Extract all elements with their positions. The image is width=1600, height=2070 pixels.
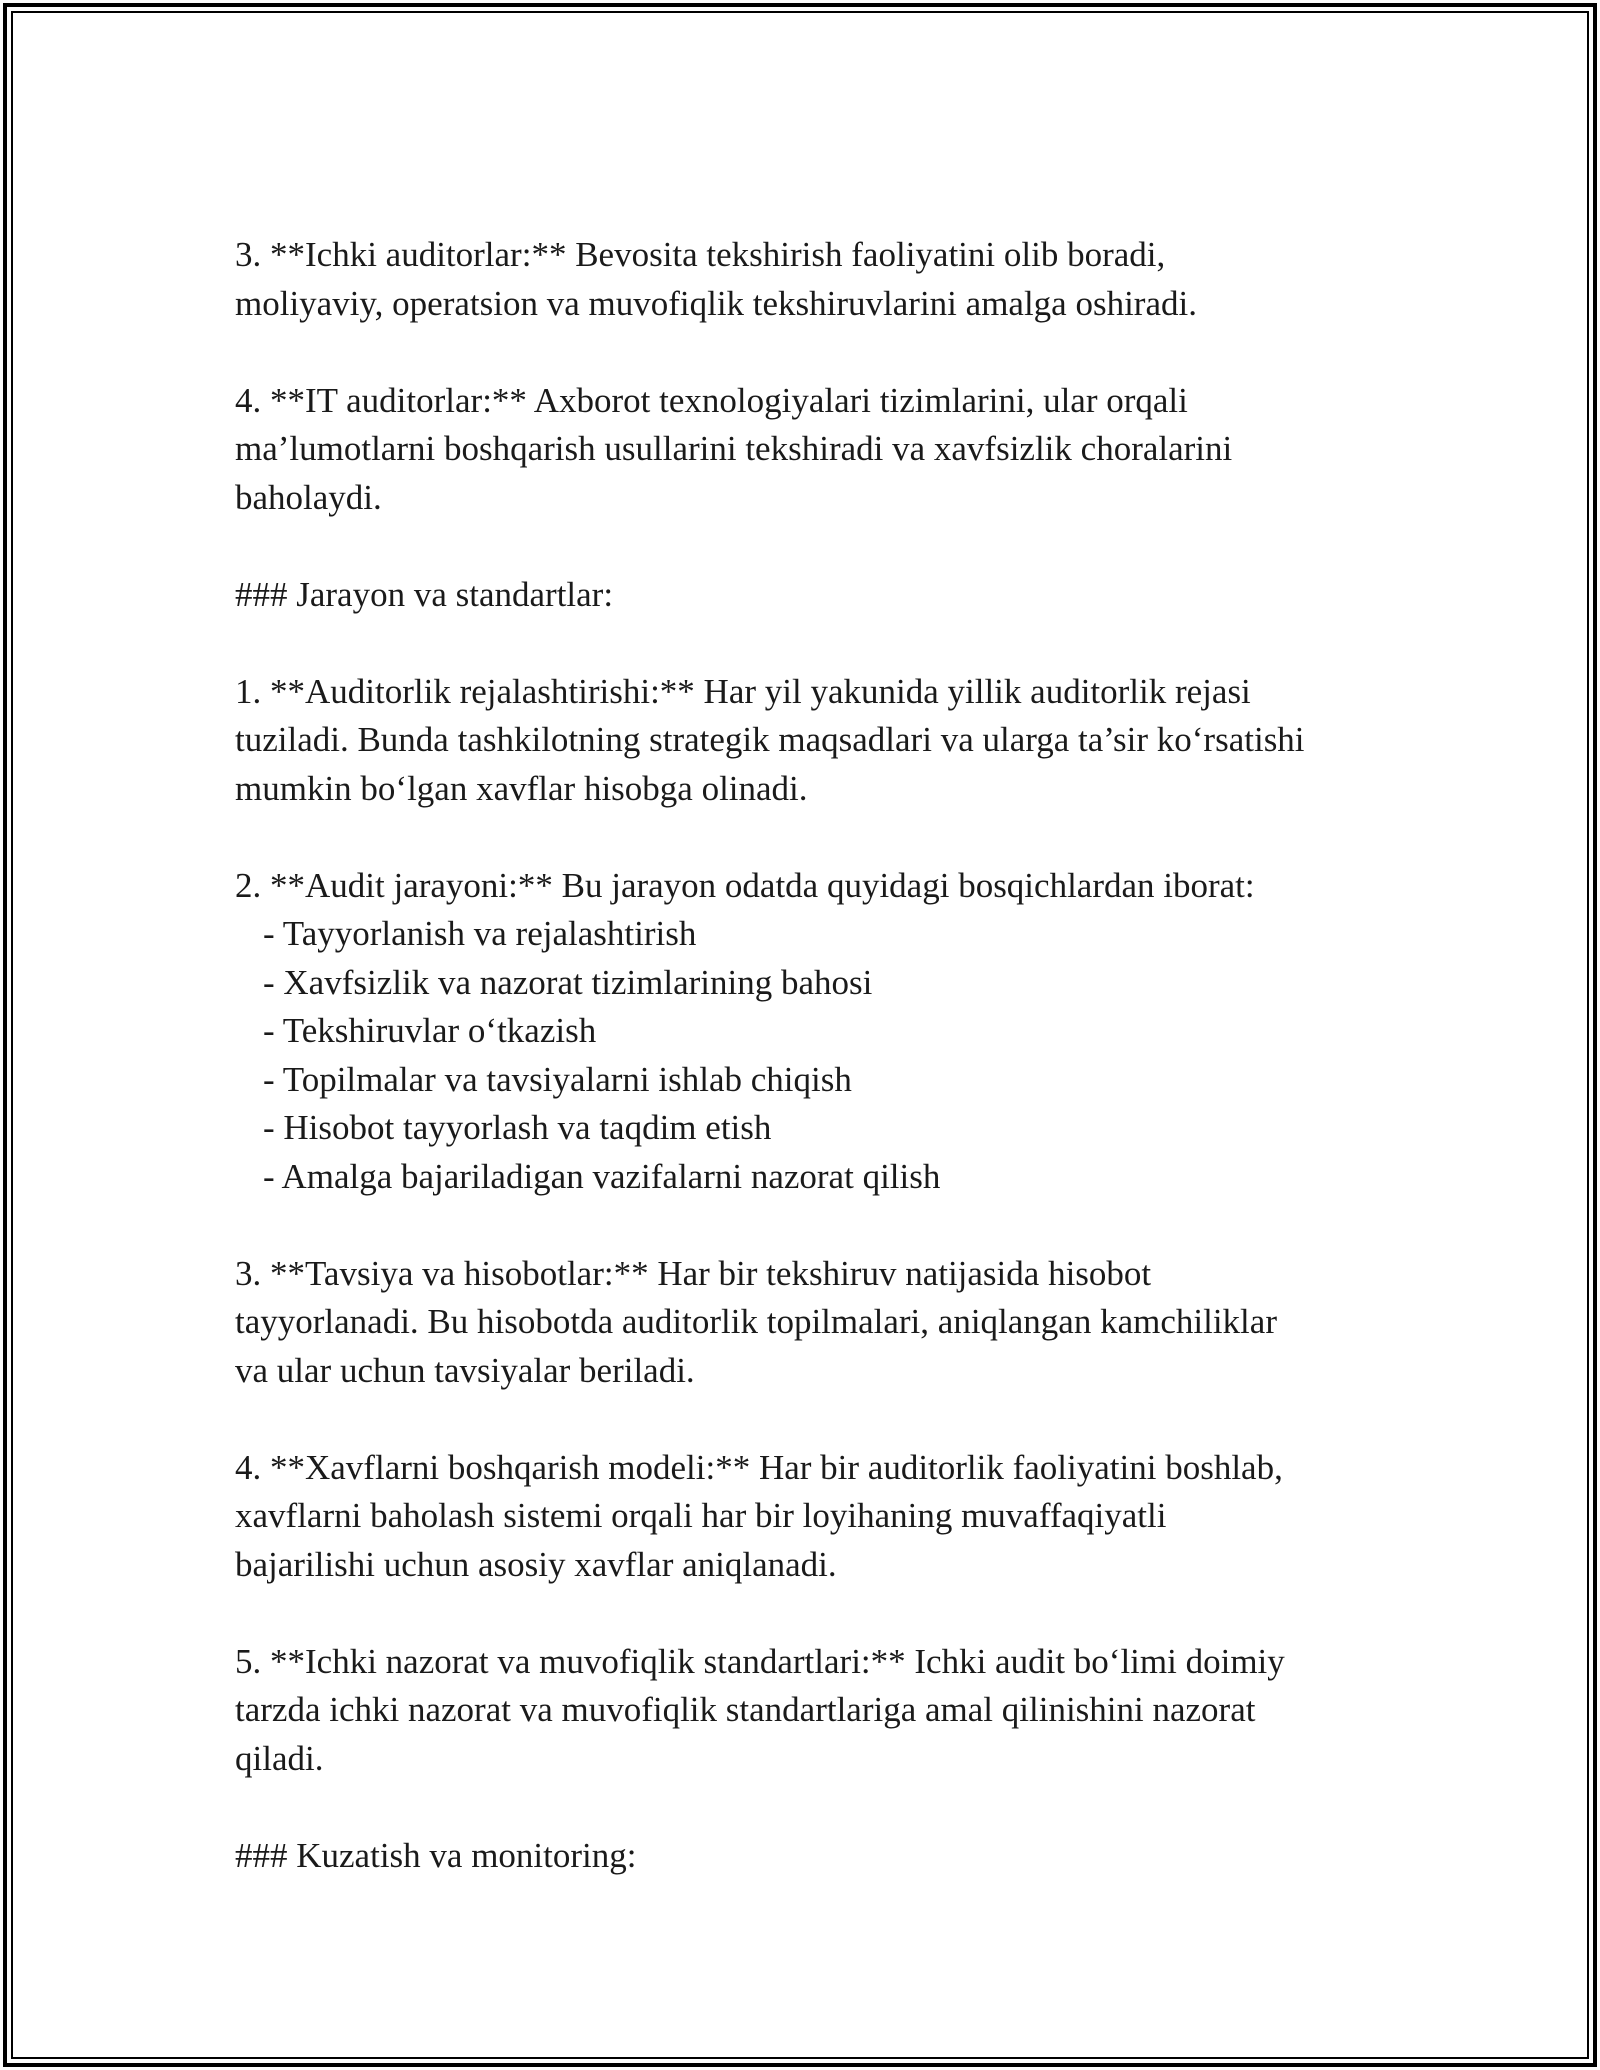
- text-line: tayyorlanadi. Bu hisobotda auditorlik topilmalari, aniqlangan kamchiliklar: [235, 1302, 1277, 1341]
- text-line: baholaydi.: [235, 477, 382, 517]
- section-heading-process: [235, 571, 1385, 620]
- text-line: 4. **Xavflarni boshqarish modeli:** Har bir auditorlik faoliyatini boshlab,: [235, 1447, 1283, 1487]
- paragraph: [235, 668, 1385, 814]
- text-line: ma’lumotlarni boshqarish usullarini tekshiradi va xavfsizlik choralarini: [235, 429, 1233, 468]
- text-line: bajarilishi uchun asosiy xavflar aniqlanadi.: [235, 1544, 837, 1584]
- paragraph: [235, 862, 1385, 1202]
- paragraph: [235, 1444, 1385, 1590]
- list-item-internal-auditors: [235, 231, 1385, 328]
- list-item-it-auditors: [235, 377, 1385, 523]
- list-item-audit-process: [235, 862, 1385, 1202]
- sub-list-item: - Tekshiruvlar o‘tkazish: [263, 1011, 597, 1050]
- heading-text: [235, 1832, 1385, 1881]
- text-line: 4. **IT auditorlar:** Axborot texnologiyalari tizimlarini, ular orqali: [235, 380, 1188, 420]
- sub-list-item: - Amalga bajariladigan vazifalarni nazorat qilish: [263, 1156, 941, 1196]
- text-line: 1. **Auditorlik rejalashtirishi:** Har yil yakunida yillik auditorlik rejasi: [235, 671, 1251, 711]
- sub-list-item: - Hisobot tayyorlash va taqdim etish: [263, 1108, 772, 1147]
- paragraph: [235, 377, 1385, 523]
- list-item-audit-planning: [235, 668, 1385, 814]
- document-body: [235, 231, 1385, 1929]
- section-heading-monitoring: [235, 1832, 1385, 1881]
- text-line: va ular uchun tavsiyalar beriladi.: [235, 1350, 695, 1390]
- text-line: xavflarni baholash sistemi orqali har bir loyihaning muvaffaqiyatli: [235, 1496, 1167, 1535]
- text-line: mumkin bo‘lgan xavflar hisobga olinadi.: [235, 768, 808, 808]
- paragraph: [235, 231, 1385, 328]
- list-item-internal-control: [235, 1638, 1385, 1784]
- text-line: moliyaviy, operatsion va muvofiqlik tekshiruvlarini amalga oshiradi.: [235, 283, 1197, 323]
- heading-text: [235, 571, 1385, 620]
- paragraph: [235, 1638, 1385, 1784]
- text-line: 3. **Tavsiya va hisobotlar:** Har bir tekshiruv natijasida hisobot: [235, 1253, 1152, 1293]
- sub-list-item: - Xavfsizlik va nazorat tizimlarining bahosi: [263, 962, 873, 1002]
- text-line: ### Kuzatish va monitoring:: [235, 1835, 637, 1875]
- list-item-risk-model: [235, 1444, 1385, 1590]
- text-line: tuziladi. Bunda tashkilotning strategik maqsadlari va ularga ta’sir ko‘rsatishi: [235, 720, 1305, 759]
- text-line: 5. **Ichki nazorat va muvofiqlik standartlari:** Ichki audit bo‘limi doimiy: [235, 1641, 1285, 1681]
- text-line: 2. **Audit jarayoni:** Bu jarayon odatda quyidagi bosqichlardan iborat:: [235, 865, 1255, 905]
- paragraph: [235, 1250, 1385, 1396]
- text-line: ### Jarayon va standartlar:: [235, 574, 614, 614]
- text-line: qiladi.: [235, 1738, 324, 1778]
- sub-list-item: - Topilmalar va tavsiyalarni ishlab chiqish: [263, 1059, 852, 1099]
- text-line: tarzda ichki nazorat va muvofiqlik standartlariga amal qilinishini nazorat: [235, 1690, 1256, 1729]
- text-line: 3. **Ichki auditorlar:** Bevosita tekshirish faoliyatini olib boradi,: [235, 235, 1166, 274]
- sub-list-item: - Tayyorlanish va rejalashtirish: [263, 914, 697, 953]
- list-item-recommendations: [235, 1250, 1385, 1396]
